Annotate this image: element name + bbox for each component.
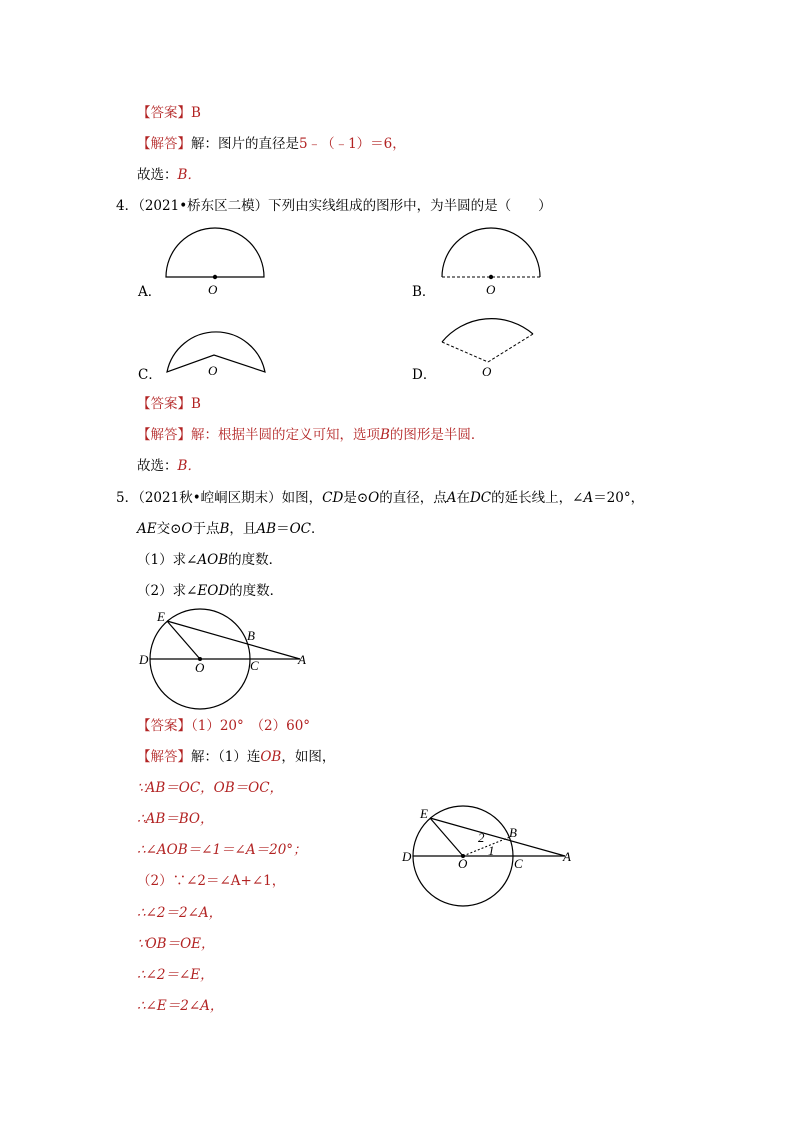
option-b-label: B． <box>412 284 436 300</box>
solution-text-2: 的图形是半圆． <box>389 427 485 443</box>
sub-text: （2）求∠ <box>137 583 198 599</box>
q4-answer-line <box>137 395 201 413</box>
stem-text: ＝ <box>276 521 290 537</box>
solution-tag: 【解答】 <box>137 427 191 443</box>
option-d-figure <box>436 308 546 383</box>
answer-tag: 【答案】 <box>137 718 191 734</box>
label-b: B <box>247 628 255 643</box>
label-angle-2: 2 <box>478 830 485 845</box>
solution-step-3: ∴∠AOB＝∠1＝∠A＝20°； <box>137 842 307 858</box>
label-c: C <box>250 658 259 673</box>
q4-stem <box>116 197 552 215</box>
answer-value: B <box>191 396 201 412</box>
choose-value: B． <box>177 167 201 183</box>
stem-text: 是⊙ <box>343 490 369 506</box>
label-e: E <box>420 806 428 821</box>
label-angle-1: 1 <box>488 843 495 858</box>
center-label: O <box>482 364 492 379</box>
center-label: O <box>208 363 218 378</box>
solution-option: B <box>380 427 390 443</box>
stem-var: A <box>446 490 457 506</box>
solution-tag: 【解答】 <box>137 749 191 765</box>
q5-stem-line-2 <box>137 520 325 538</box>
solution-text-1: 解：根据半圆的定义可知，选项 <box>191 427 380 443</box>
q4-solution-line <box>137 426 484 444</box>
stem-text: 在 <box>456 490 470 506</box>
label-d: D <box>139 652 149 667</box>
q5-answer-line <box>137 717 310 735</box>
sub-text: 的度数． <box>228 552 283 568</box>
solution-step-4: （2）∵∠2＝∠A+∠1， <box>137 873 286 889</box>
label-a: A <box>563 849 571 864</box>
solution-step-8: ∴∠E＝2∠A， <box>137 998 224 1014</box>
stem-var: O <box>181 521 193 537</box>
sub-text: （1）求∠ <box>137 552 198 568</box>
answer-tag: 【答案】 <box>137 396 191 412</box>
solution-step-6: ∵OB＝OE， <box>137 936 215 952</box>
q4-choose-line <box>137 457 201 475</box>
option-c-figure <box>160 315 270 385</box>
solution-ob: OB <box>260 749 282 765</box>
stem-text: （2021秋•崆峒区期末）如图， <box>138 490 323 506</box>
choose-value: B． <box>177 458 201 474</box>
solution-expr: 5﹣（﹣1）＝6， <box>299 136 406 152</box>
option-c-label: C． <box>138 367 162 383</box>
label-b: B <box>509 825 517 840</box>
stem-text: 交⊙ <box>156 521 182 537</box>
stem-text: ． <box>311 521 325 537</box>
question-number: 5． <box>116 490 139 506</box>
q5-stem <box>116 489 644 507</box>
stem-text: 的延长线上，∠ <box>491 490 584 506</box>
solution-step-2: ∴AB＝BO， <box>137 811 214 827</box>
label-e: E <box>157 609 165 624</box>
choose-label: 故选： <box>137 167 178 183</box>
stem-var: AE <box>137 521 157 537</box>
question-stem: （2021•桥东区二模）下列由实线组成的图形中，为半圆的是（ ） <box>138 198 552 214</box>
q3-choose-line <box>137 166 201 184</box>
answer-tag: 【答案】 <box>137 105 191 121</box>
sub-var: EOD <box>197 583 230 599</box>
sub-text: 的度数． <box>229 583 284 599</box>
center-label: O <box>486 282 496 297</box>
sub-var: AOB <box>197 552 229 568</box>
label-a: A <box>298 652 306 667</box>
solution-step-5: ∴∠2＝2∠A， <box>137 905 223 921</box>
q3-solution-line <box>137 135 406 153</box>
q5-sub2 <box>137 582 283 600</box>
solution-start: 解：（1）连 <box>191 749 261 765</box>
option-d-label: D． <box>412 367 437 383</box>
center-label: O <box>208 282 218 297</box>
solution-step-1: ∵AB＝OC，OB＝OC， <box>137 780 284 796</box>
answer-value: B <box>191 105 201 121</box>
stem-var: AB <box>256 521 277 537</box>
label-c: C <box>514 856 523 871</box>
stem-var: B <box>219 521 230 537</box>
q3-answer-line <box>137 104 201 122</box>
label-o: O <box>458 856 468 871</box>
stem-text: ，且 <box>229 521 257 537</box>
solution-rest: ，如图， <box>281 749 336 765</box>
stem-text: ＝20°， <box>593 490 645 506</box>
q5-solution-line <box>137 748 335 766</box>
label-o: O <box>195 660 205 675</box>
stem-var: A <box>583 490 594 506</box>
stem-var: DC <box>469 490 492 506</box>
stem-var: O <box>368 490 380 506</box>
solution-tag: 【解答】 <box>137 136 191 152</box>
circle-figure-1 <box>135 605 315 710</box>
stem-var: CD <box>322 490 344 506</box>
circle-figure-2 <box>398 800 578 905</box>
option-a-figure <box>160 222 270 297</box>
solution-prefix: 解：图片的直径是 <box>191 136 299 152</box>
stem-var: OC <box>289 521 311 537</box>
q5-sub1 <box>137 551 282 569</box>
option-b-figure <box>436 222 546 297</box>
option-a-label: A． <box>138 284 162 300</box>
solution-step-7: ∴∠2＝∠E， <box>137 967 214 983</box>
stem-text: 于点 <box>192 521 220 537</box>
choose-label: 故选： <box>137 458 178 474</box>
label-d: D <box>402 849 412 864</box>
question-number: 4． <box>116 198 139 214</box>
stem-text: 的直径，点 <box>379 490 447 506</box>
answer-value: （1）20° （2）60° <box>191 718 311 734</box>
